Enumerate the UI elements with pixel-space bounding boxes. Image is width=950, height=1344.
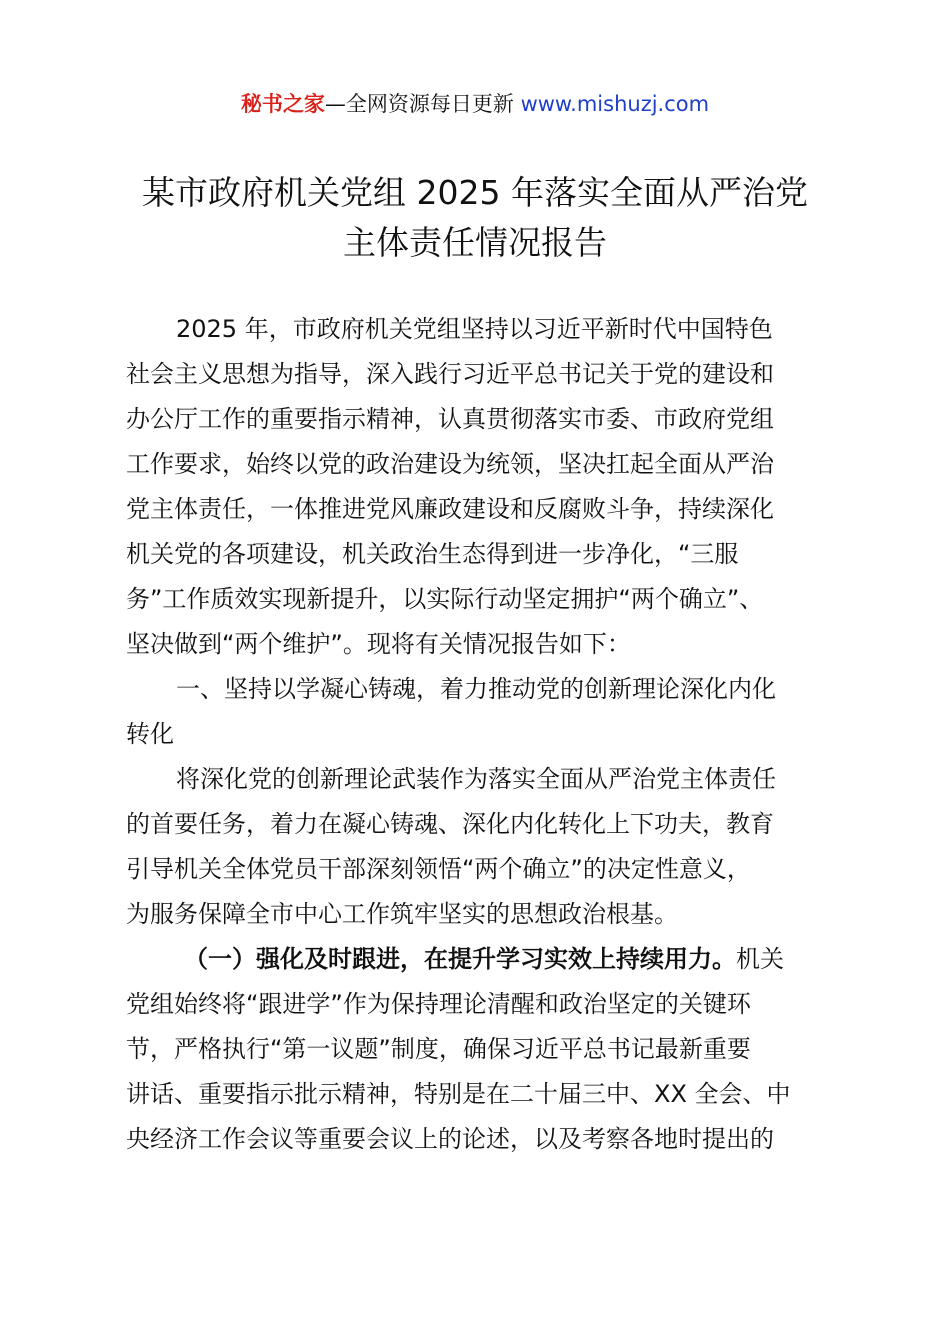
brand-name: 秘书之家 — [240, 92, 325, 116]
header-tagline: —全网资源每日更新 — [324, 92, 521, 116]
paragraph-line: 引导机关全体党员干部深刻领悟“两个确立”的决定性意义， — [126, 855, 751, 883]
paragraph-line: 办公厅工作的重要指示精神，认真贯彻落实市委、市政府党组 — [126, 405, 774, 433]
paragraph-line: 机关党的各项建设，机关政治生态得到进一步净化，“三服 — [126, 540, 739, 568]
paragraph-line: 2025 年，市政府机关党组坚持以习近平新时代中国特色 — [176, 315, 773, 343]
paragraph-line: 党组始终将“跟进学”作为保持理论清醒和政治坚定的关键环 — [126, 990, 751, 1018]
paragraph-line: 务”工作质效实现新提升，以实际行动坚定拥护“两个确立”、 — [126, 585, 764, 613]
paragraph-line: 将深化党的创新理论武装作为落实全面从严治党主体责任 — [176, 765, 776, 793]
title-line: 主体责任情况报告 — [343, 223, 607, 262]
section-heading-line: 转化 — [126, 720, 174, 748]
paragraph-line: 讲话、重要指示批示精神，特别是在二十届三中、XX 全会、中 — [126, 1080, 791, 1108]
paragraph-line: 的首要任务，着力在凝心铸魂、深化内化转化上下功夫，教育 — [126, 810, 774, 838]
subsection-heading: （一）强化及时跟进，在提升学习实效上持续用力。 — [184, 945, 736, 973]
section-heading-line: 一、坚持以学凝心铸魂，着力推动党的创新理论深化内化 — [176, 675, 776, 703]
paragraph-line: 节，严格执行“第一议题”制度，确保习近平总书记最新重要 — [126, 1035, 751, 1063]
paragraph-line: 社会主义思想为指导，深入践行习近平总书记关于党的建设和 — [126, 360, 774, 388]
document-title — [100, 168, 850, 268]
paragraph-line: 坚决做到“两个维护”。现将有关情况报告如下： — [126, 630, 631, 658]
subsection-heading-line — [126, 937, 836, 982]
subsection-heading-continuation: 机关 — [736, 945, 784, 973]
document-body — [126, 307, 836, 1162]
site-header — [0, 88, 950, 120]
paragraph-line: 为服务保障全市中心工作筑牢坚实的思想政治根基。 — [126, 900, 678, 928]
paragraph-line: 央经济工作会议等重要会议上的论述，以及考察各地时提出的 — [126, 1125, 774, 1153]
title-line: 某市政府机关党组 2025 年落实全面从严治党 — [142, 173, 808, 212]
site-url-link[interactable]: www.mishuzj.com — [520, 92, 710, 116]
paragraph-line: 党主体责任，一体推进党风廉政建设和反腐败斗争，持续深化 — [126, 495, 774, 523]
paragraph-line: 工作要求，始终以党的政治建设为统领，坚决扛起全面从严治 — [126, 450, 774, 478]
